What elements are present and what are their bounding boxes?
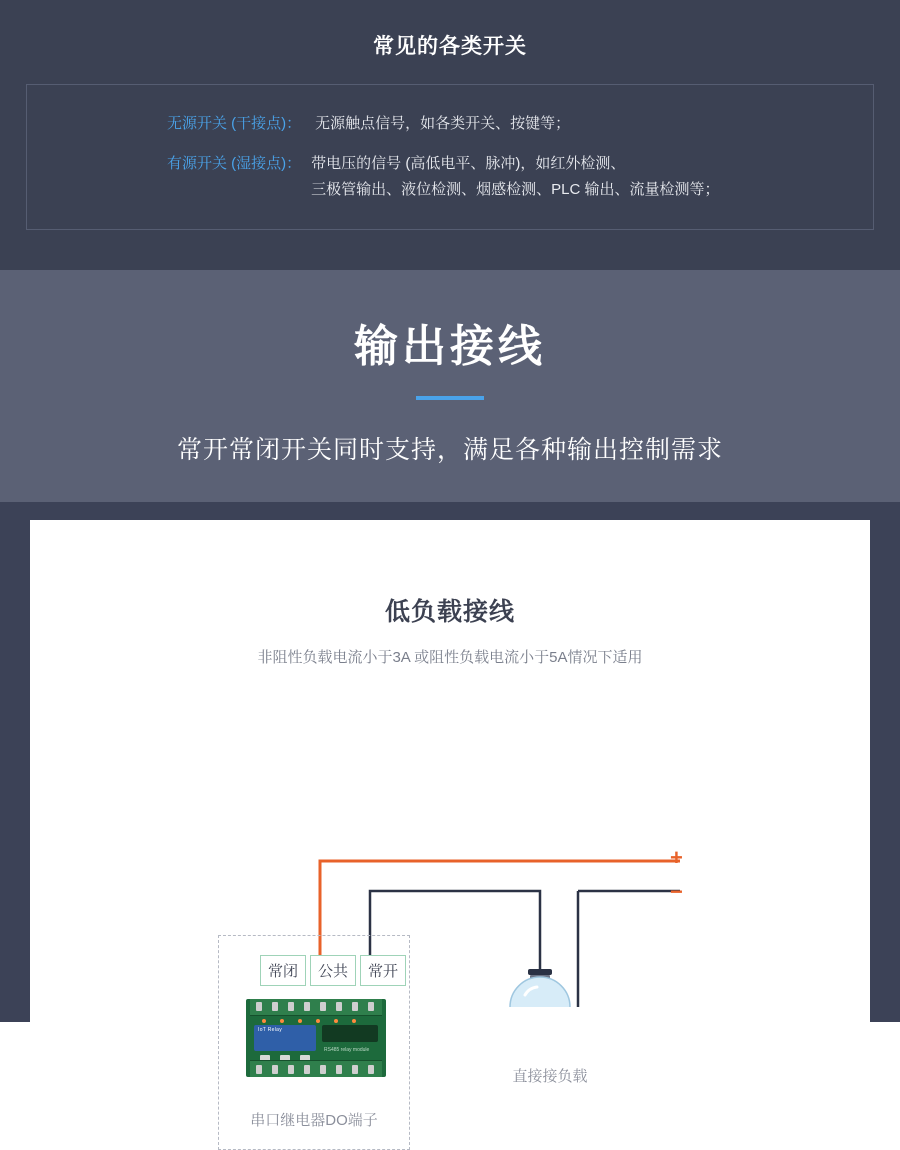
wiring-lines — [30, 677, 870, 1007]
low-load-title: 低负载接线 — [384, 598, 515, 626]
polarity-minus: − — [670, 879, 683, 904]
active-switch-text-line1: 带电压的信号 (高低电平、脉冲)，如红外检测、 — [311, 155, 626, 172]
lamp-icon — [510, 969, 570, 1007]
polarity-plus: + — [670, 845, 683, 870]
switch-info-box — [26, 84, 874, 230]
terminal-nc: 常闭 — [260, 955, 306, 986]
output-wiring-title: 输出接线 — [354, 322, 546, 371]
output-wiring-section — [0, 270, 900, 502]
active-switch-text-line2: 三极管输出、液位检测、烟感检测、PLC 输出、流量检测等； — [311, 181, 720, 198]
info-row-passive — [27, 111, 873, 137]
module-silkscreen-text: RS485 relay module — [324, 1047, 370, 1053]
title-underline-divider — [416, 396, 484, 400]
relay-module-image — [246, 999, 386, 1077]
terminal-no: 常开 — [360, 955, 406, 986]
low-load-subtitle: 非阻性负载电流小于3A 或阻性负载电流小于5A情况下适用 — [257, 649, 643, 666]
passive-switch-text: 无源触点信号，如各类开关、按键等； — [315, 115, 571, 132]
low-load-wiring-card — [30, 520, 870, 1129]
module-branding-chip — [254, 1025, 316, 1051]
terminal-com: 公共 — [310, 955, 356, 986]
terminal-label-group — [260, 955, 406, 986]
passive-switch-label: 无源开关 (干接点)： — [167, 115, 302, 132]
output-wiring-subtitle: 常开常闭开关同时支持，满足各种输出控制需求 — [176, 436, 723, 464]
active-switch-label: 有源开关 (湿接点)： — [167, 155, 302, 172]
active-switch-text — [311, 151, 719, 203]
load-caption: 直接接负载 — [512, 1068, 588, 1085]
info-row-active — [27, 151, 873, 203]
module-top-connector — [250, 999, 382, 1016]
module-bottom-connector — [250, 1060, 382, 1077]
module-brand-text: IoT Relay — [258, 1027, 283, 1033]
common-switches-section — [0, 0, 900, 270]
relay-module-caption: 串口继电器DO端子 — [250, 1112, 378, 1129]
wiring-diagram — [30, 677, 870, 1129]
section-title-common-switches: 常见的各类开关 — [373, 35, 527, 58]
module-ic-chip — [322, 1025, 378, 1042]
